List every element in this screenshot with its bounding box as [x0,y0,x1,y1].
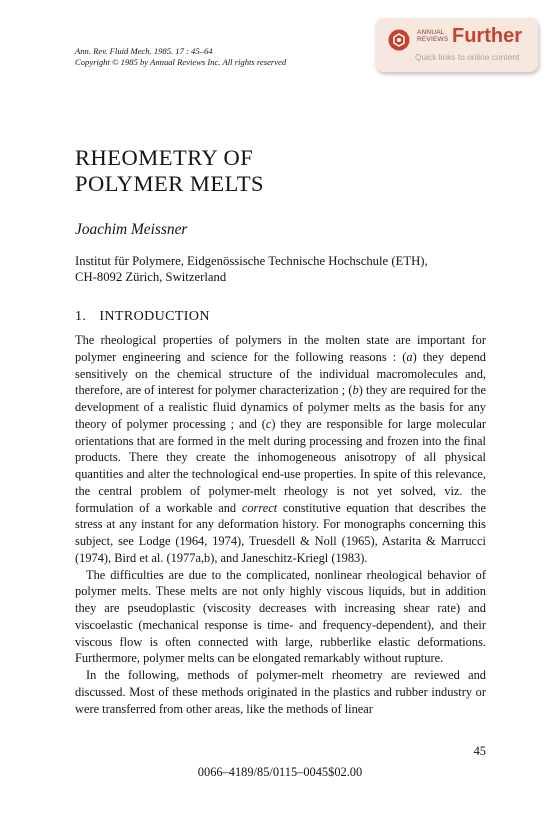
annual-reviews-logo-icon [388,29,410,51]
section-number: 1. [75,309,87,324]
italic-text: a [406,349,413,364]
further-subtitle: Quick links to online content [415,52,520,62]
text-run: The difficulties are due to the complicated, nonlinear rheological behavior of polymer melts. These melts are not only highly viscous liquids, but in addition they are pseudoplastic (viscosity decreases with increasing shear rate) and viscoelastic (mechanical response is time- and frequency-dependent), and their viscous flow is often connected with large, rubberlike elastic deformations. Furthermore, polymer melts can be elongated remarkably without rupture. [75,567,486,666]
title-line: RHEOMETRY OF [75,145,254,170]
paragraph [75,332,486,567]
further-links-badge[interactable] [376,18,538,72]
italic-text: correct [241,500,278,515]
text-run: ) they are responsible for large molecular orientations that are formed in the melt during processing and frozen into the final products. There they create the inhomogeneous anisotropy of all physical quantities and alter the technological end-use properties. In spite of this relevance, the central problem of polymer-melt rheology is not yet solved, viz. the formulation of a workable and [75,416,486,515]
text-run: ) they depend sensitively on the chemical structure of the individual macromolecules and, therefore, are of interest for polymer characterization ; ( [75,349,486,398]
affiliation-line: Institut für Polymere, Eidgenössische Technische Hochschule (ETH), [75,254,428,268]
section-title: INTRODUCTION [99,309,210,324]
journal-citation: Ann. Rev. Fluid Mech. 1985. 17 : 45–64 [75,46,213,56]
paragraph [75,567,486,668]
text-run: ) they are required for the development of a realistic fluid dynamics of polymer melts as the basis for any theory of polymer processing ; and ( [75,383,487,431]
text-run: constitutive equation that describes the stress at any instant for any deformation history. For monographs concerning this subject, see Lodge (1964, 1974), Truesdell & Noll (1965), Astarita & Marrucci (1974), Bird et al. (1977a,b), and Janeschitz-Kriegl (1983). [75,500,486,565]
paragraph [75,667,486,717]
italic-text: b [352,383,359,398]
text-run: In the following, methods of polymer-melt rheometry are reviewed and discussed. Most of these methods originated in the plastics and rubber industry or were transferred from other areas, like the methods of linear [75,668,486,716]
title-line: POLYMER MELTS [75,171,265,196]
section-heading [75,309,210,325]
affiliation-line: CH-8092 Zürich, Switzerland [75,270,227,284]
body-text [75,332,486,717]
author-name: Joachim Meissner [75,221,188,238]
further-title: Further [452,25,522,47]
annual-reviews-label: ANNUAL REVIEWS [417,29,449,43]
issn-price-line: 0066–4189/85/0115–0045$02.00 [197,765,363,779]
italic-text: c [265,416,272,431]
article-title [75,145,475,197]
page-number: 45 [473,744,486,758]
text-run: The rheological properties of polymers in the molten state are important for polymer engineering and science for the following reasons : ( [75,333,486,364]
copyright-notice: Copyright © 1985 by Annual Reviews Inc. All rights reserved [75,57,287,67]
author-affiliation [75,253,428,285]
